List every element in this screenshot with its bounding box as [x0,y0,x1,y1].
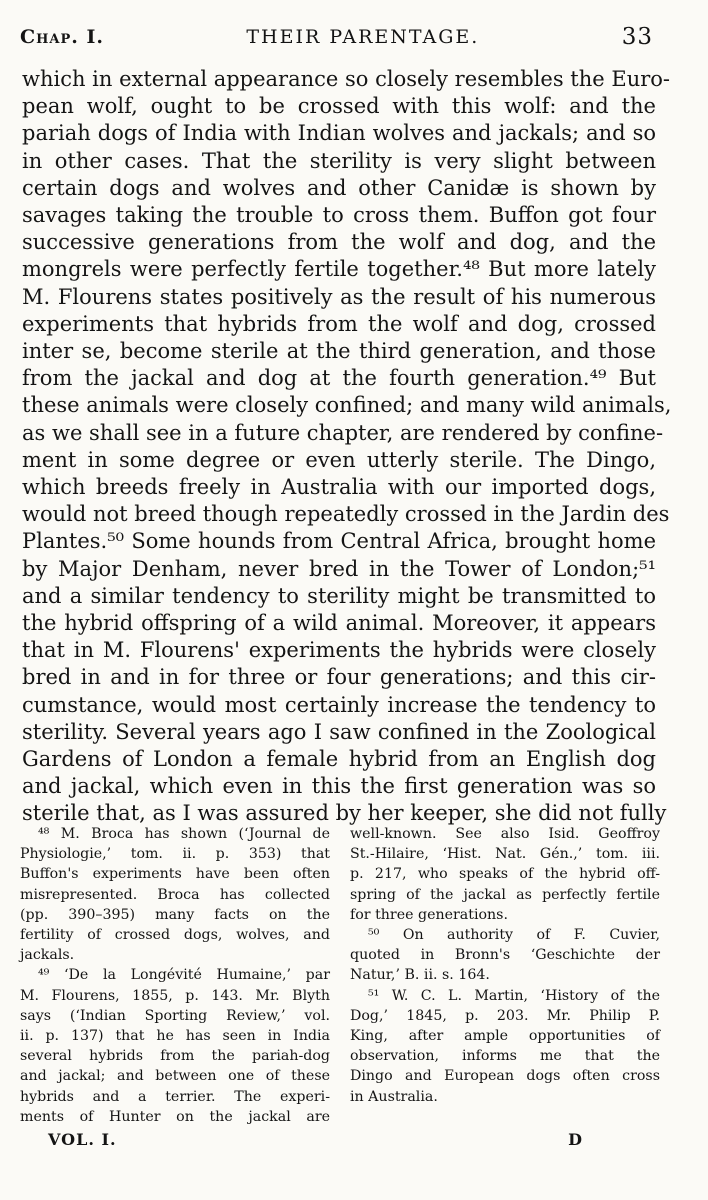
body-line: sterile that, as I was assured by her keeper, she did not fully [22,801,667,826]
body-line: would not breed though repeatedly crossed in the Jardin des [22,502,670,527]
body-line: that in M. Flourens' experiments the hybrids were closely [22,638,656,663]
footnote-line: for three generations. [350,906,508,923]
footnote-line: ments of Hunter on the jackal are [20,1108,330,1125]
body-line: by Major Denham, never bred in the Tower of London;⁵¹ [22,556,656,581]
footnote-line: ⁴⁹ ‘De la Longévité Humaine,’ par [38,967,330,984]
footnote-line: Dingo and European dogs often cross [350,1068,660,1085]
body-line: in other cases. That the sterility is very slight between [22,148,656,173]
footnote-line: ⁵¹ W. C. L. Martin, ‘History of the [368,987,660,1004]
footnote-line: and jackal; and between one of these [20,1068,330,1085]
footnote-line: jackals. [20,947,75,964]
footnote-line: misrepresented. Broca has collected [20,886,330,903]
footnote-line: in Australia. [350,1088,438,1105]
footnote-line: quoted in Bronn's ‘Geschichte der [350,947,660,964]
body-line: M. Flourens states positively as the result of his numerous [22,284,656,309]
body-line: and jackal, which even in this the first generation was so [22,774,656,799]
body-line: inter se, become sterile at the third generation, and those [22,339,656,364]
footnote-line: well-known. See also Isid. Geoffroy [350,826,660,842]
footnote-line: says (‘Indian Sporting Review,’ vol. [20,1007,330,1024]
body-line: Gardens of London a female hybrid from an English dog [22,747,656,772]
footnote-line: Physiologie,’ tom. ii. p. 353) that [20,846,330,863]
footnotes-left-column [20,824,330,1127]
footnote-line: fertility of crossed dogs, wolves, and [20,927,330,944]
footnote-line: (pp. 390–395) many facts on the [20,906,330,923]
footnote-line: St.-Hilaire, ‘Hist. Nat. Gén.,’ tom. iii. [350,846,660,863]
footnote-line: spring of the jackal as perfectly fertile [350,886,660,903]
body-line: from the jackal and dog at the fourth generation.⁴⁹ But [22,366,656,391]
body-line: savages taking the trouble to cross them. Buffon got four [22,203,656,228]
body-line: pean wolf, ought to be crossed with this wolf: and the [22,94,656,119]
body-line: certain dogs and wolves and other Canidæ is shown by [22,175,656,200]
volume-signature: VOL. I. [48,1130,117,1149]
footnotes [20,824,660,1127]
body-text [22,66,672,828]
body-line: which breeds freely in Australia with our imported dogs, [22,475,656,500]
footnote-line: M. Flourens, 1855, p. 143. Mr. Blyth [20,987,330,1004]
body-line: as we shall see in a future chapter, are rendered by confine- [22,420,664,445]
signature-mark: D [568,1130,583,1149]
body-line: the hybrid offspring of a wild animal. Moreover, it appears [22,611,656,636]
footnote-line: Natur,’ B. ii. s. 164. [350,967,490,984]
footnote-line: several hybrids from the pariah-dog [20,1048,330,1065]
body-line: Plantes.⁵⁰ Some hounds from Central Africa, brought home [22,529,656,554]
body-line: bred in and in for three or four generations; and this cir- [22,665,656,690]
page-number: 33 [621,24,653,50]
footnote-line: p. 217, who speaks of the hybrid off- [350,866,660,883]
footnote-line: hybrids and a terrier. The experi- [20,1088,330,1105]
body-line: pariah dogs of India with Indian wolves and jackals; and so [22,121,656,146]
footnote-line: ii. p. 137) that he has seen in India [20,1028,330,1045]
running-header [20,20,653,54]
body-line: these animals were closely confined; and many wild animals, [22,393,672,418]
body-line: successive generations from the wolf and dog, and the [22,230,656,255]
footnote-line: observation, informs me that the [350,1048,660,1065]
body-line: which in external appearance so closely resembles the Euro- [22,67,671,91]
body-line: and a similar tendency to sterility might be transmitted to [22,583,656,608]
footnotes-right-column [350,824,660,1127]
footnote-line: ⁵⁰ On authority of F. Cuvier, [368,927,660,944]
footnote-line: ⁴⁸ M. Broca has shown (‘Journal de [38,826,330,842]
body-line: sterility. Several years ago I saw confined in the Zoological [22,719,656,744]
body-line: experiments that hybrids from the wolf and dog, crossed [22,311,656,336]
body-line: ment in some degree or even utterly sterile. The Dingo, [22,447,656,472]
body-line: mongrels were perfectly fertile together.⁴⁸ But more lately [22,257,656,282]
footnote-line: Buffon's experiments have been often [20,866,330,883]
footnote-line: Dog,’ 1845, p. 203. Mr. Philip P. [350,1007,660,1024]
page-footer [48,1130,583,1149]
footnote-line: King, after ample opportunities of [350,1028,660,1045]
body-line: cumstance, would most certainly increase the tendency to [22,692,656,717]
chapter-label: Chap. I. [20,26,104,48]
running-title: THEIR PARENTAGE. [246,26,480,48]
